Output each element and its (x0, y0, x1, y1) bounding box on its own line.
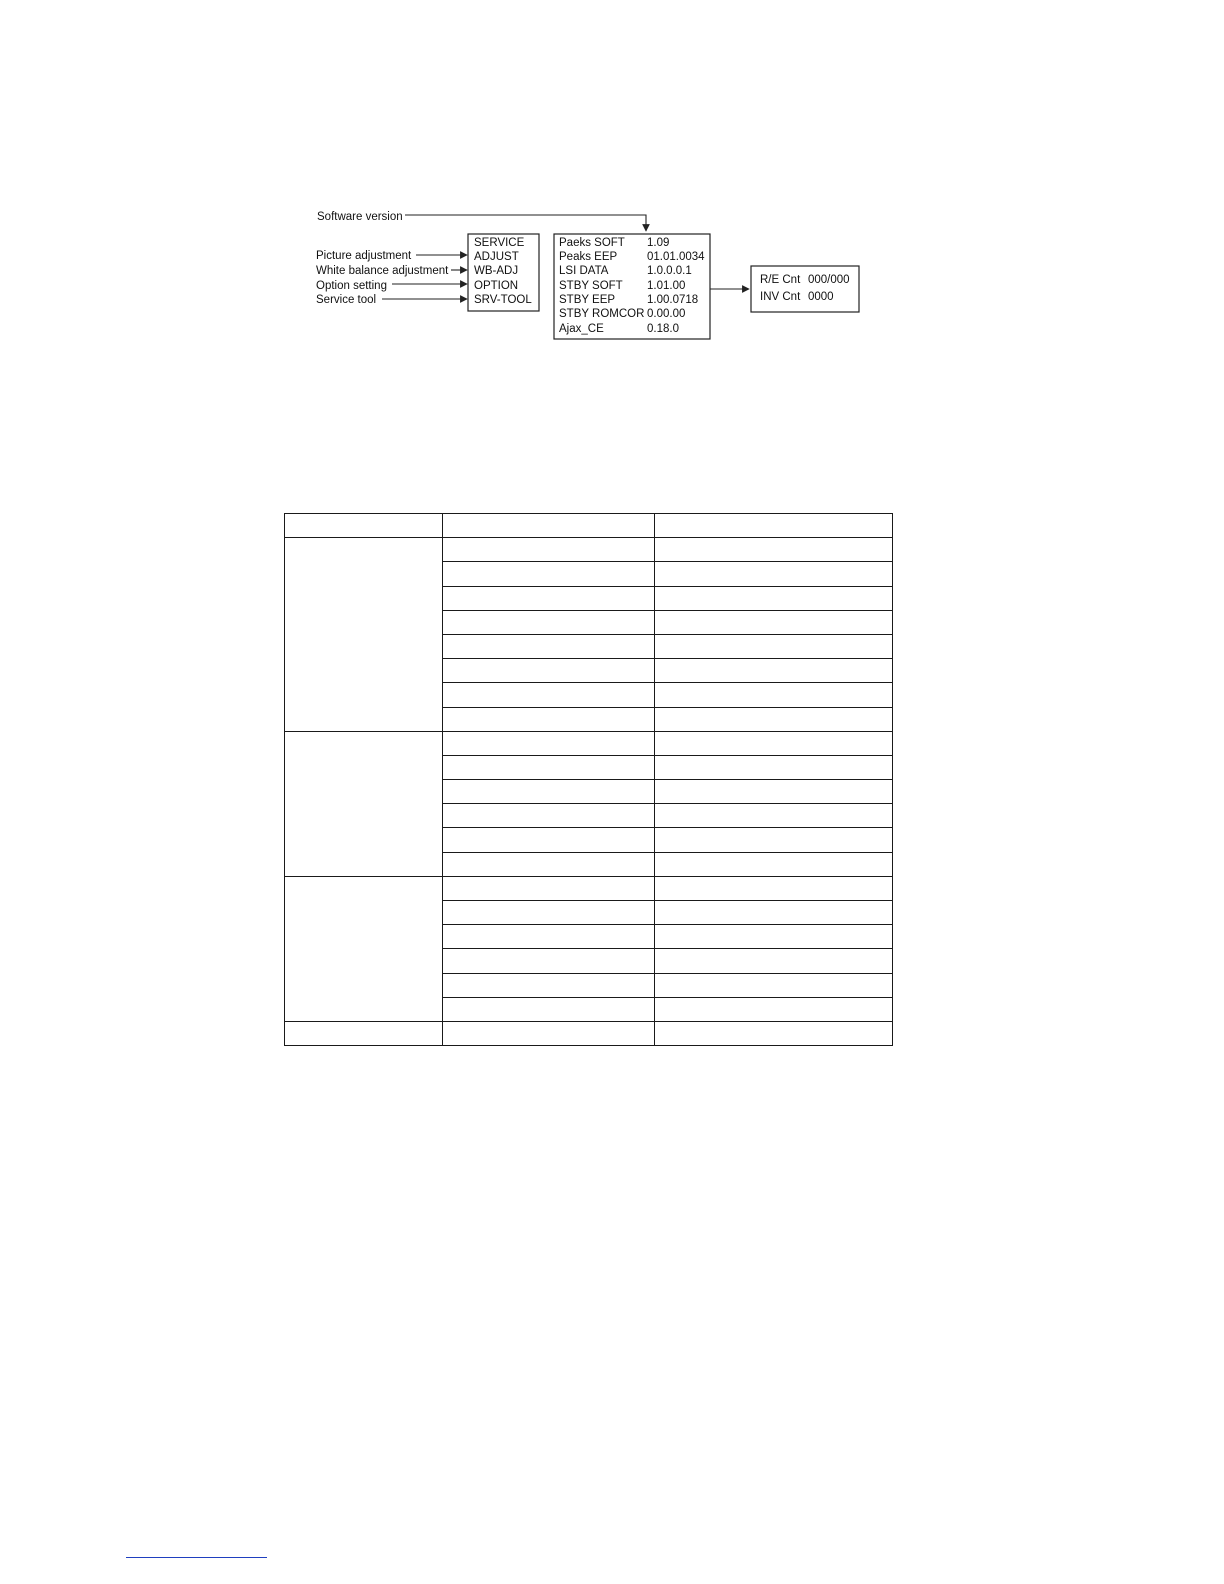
table-cell (443, 804, 655, 828)
version-name: STBY SOFT (559, 280, 623, 292)
table-cell (655, 876, 893, 900)
table-header-cell (655, 514, 893, 538)
table-cell (655, 659, 893, 683)
table-row (285, 1021, 893, 1045)
menu-item-srv-tool: SRV-TOOL (474, 294, 532, 306)
table-cell (443, 562, 655, 586)
table-cell (655, 586, 893, 610)
table-cell (443, 780, 655, 804)
table-cell (443, 828, 655, 852)
version-value: 1.09 (647, 237, 670, 249)
version-name: Ajax_CE (559, 323, 604, 335)
label-picture-adjustment: Picture adjustment (316, 250, 412, 262)
table-cell (655, 901, 893, 925)
version-name: STBY ROMCOR (559, 308, 645, 320)
table-cell (443, 659, 655, 683)
table-cell (443, 610, 655, 634)
table-cell (443, 997, 655, 1021)
footnote-rule (126, 1557, 267, 1558)
table-cell (443, 634, 655, 658)
version-value: 0.00.00 (647, 308, 686, 320)
table-cell (655, 683, 893, 707)
table-cell (655, 949, 893, 973)
table-cell (443, 683, 655, 707)
table-cell (443, 876, 655, 900)
table-cell (655, 562, 893, 586)
menu-item-option: OPTION (474, 280, 519, 292)
table-cell (655, 610, 893, 634)
software-version-arrow (405, 215, 646, 231)
blank-table (284, 513, 893, 1046)
table-cell (655, 997, 893, 1021)
table-row (285, 538, 893, 562)
menu-item-wb-adj: WB-ADJ (474, 265, 519, 277)
table-cell (655, 731, 893, 755)
table-cell (655, 804, 893, 828)
table-cell (655, 707, 893, 731)
table-cell (443, 755, 655, 779)
table-cell (655, 925, 893, 949)
table-header-cell (443, 514, 655, 538)
counter-box (751, 266, 859, 312)
counter-name: INV Cnt (760, 291, 801, 303)
table-cell (443, 1021, 655, 1045)
table-cell (443, 586, 655, 610)
table-cell (443, 707, 655, 731)
table-cell (655, 828, 893, 852)
menu-item-service: SERVICE (474, 237, 525, 249)
table-cell (655, 973, 893, 997)
version-value: 1.0.0.0.1 (647, 265, 692, 277)
table-cell (443, 901, 655, 925)
counter-value: 000/000 (808, 274, 850, 286)
version-name: LSI DATA (559, 265, 609, 277)
table-header-cell (285, 514, 443, 538)
table-cell (443, 852, 655, 876)
version-name: Paeks SOFT (559, 237, 625, 249)
table-cell (655, 780, 893, 804)
counter-value: 0000 (808, 291, 834, 303)
table-cell (655, 852, 893, 876)
group-cell (285, 731, 443, 876)
table-cell (655, 634, 893, 658)
table-cell (443, 925, 655, 949)
table-cell (655, 755, 893, 779)
label-option-setting: Option setting (316, 280, 387, 292)
group-cell (285, 876, 443, 1021)
service-menu-diagram (0, 0, 1224, 400)
version-value: 1.01.00 (647, 280, 686, 292)
table-row (285, 876, 893, 900)
version-value: 1.00.0718 (647, 294, 699, 306)
table-cell (443, 973, 655, 997)
table-body (285, 514, 893, 1046)
label-white-balance-adjustment: White balance adjustment (316, 265, 449, 277)
software-version-label: Software version (317, 211, 403, 223)
counter-name: R/E Cnt (760, 274, 801, 286)
table-row (285, 731, 893, 755)
table-cell (443, 538, 655, 562)
table-cell (655, 538, 893, 562)
group-cell (285, 538, 443, 732)
version-value: 0.18.0 (647, 323, 679, 335)
table-cell (443, 949, 655, 973)
version-name: STBY EEP (559, 294, 616, 306)
version-value: 01.01.0034 (647, 251, 705, 263)
table-cell (443, 731, 655, 755)
label-service-tool: Service tool (316, 294, 377, 306)
table-cell (655, 1021, 893, 1045)
group-cell (285, 1021, 443, 1045)
menu-item-adjust: ADJUST (474, 251, 519, 263)
table-header-row (285, 514, 893, 538)
version-name: Peaks EEP (559, 251, 618, 263)
